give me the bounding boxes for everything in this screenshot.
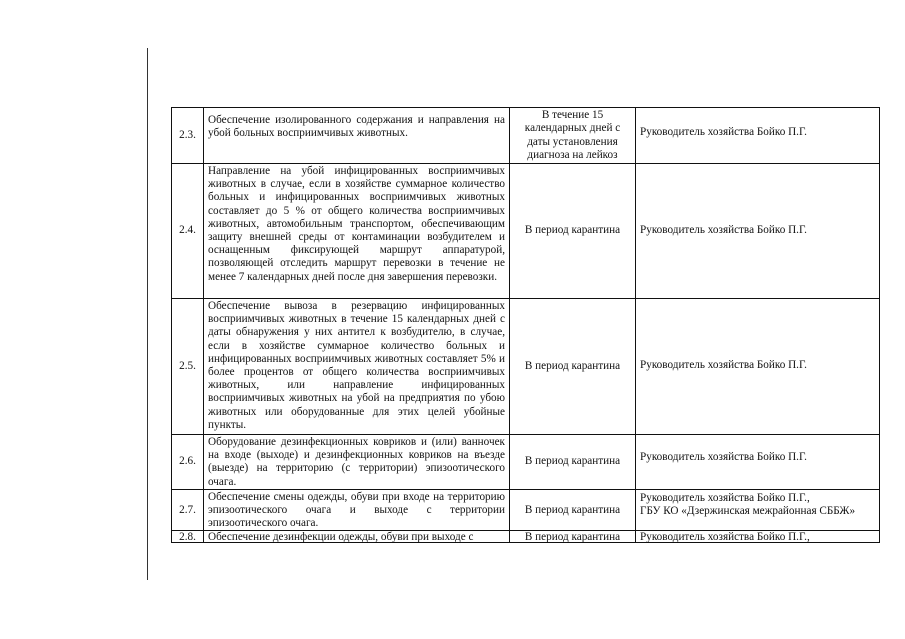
measure-text: Направление на убой инфицированных восприимчивых животных в случае, если в хозяйстве суммарное количество больных и инфицированных восприимчивых животных составляет до 5 % от общего количества восприимчивых животных, автомобильным транспортом, обеспечивающим защиту внешней среды от контаминации возбудителем и оснащенным фиксирующей маршрут аппаратурой, позволяющей отследить маршрут перевозки в течение не менее 7 календарных дней после дня завершения перевозки. xyxy=(204,164,510,299)
measure-term xyxy=(510,531,636,543)
row-number: 2.6. xyxy=(172,435,204,490)
page-margin-line xyxy=(147,48,148,580)
responsible-party xyxy=(636,164,880,299)
measure-text: Оборудование дезинфекционных ковриков и (или) ванночек на входе (выходе) и дезинфекционных ковриков на въезде (выезде) на территорию (с территории) эпизоотического очага. xyxy=(204,435,510,490)
row-number: 2.4. xyxy=(172,164,204,299)
row-number: 2.5. xyxy=(172,299,204,435)
responsible-line: Руководитель хозяйства Бойко П.Г. xyxy=(640,451,807,463)
responsible-party xyxy=(636,299,880,435)
measure-text: Обеспечение изолированного содержания и направления на убой больных восприимчивых животных. xyxy=(204,108,510,164)
row-number: 2.3. xyxy=(172,108,204,164)
measure-text xyxy=(204,531,510,543)
row-number: 2.7. xyxy=(172,489,204,531)
measure-term: В течение 15 календарных дней с даты установления диагноза на лейкоз xyxy=(510,108,636,164)
row-number xyxy=(172,531,204,543)
measure-text: Обеспечение вывоза в резервацию инфицированных восприимчивых животных в течение 15 календарных дней с даты обнаружения у них антител к возбудителю, в случае, если в хозяйстве суммарное количество больных и инфицированных восприимчивых животных составляет 5% и более процентов от общего количества восприимчивых животных, или направление инфицированных восприимчивых животных на убой на предприятия по убою животных или оборудованные для этих целей убойные пункты. xyxy=(204,299,510,435)
responsible-line: ГБУ КО «Дзержинская межрайонная СББЖ» xyxy=(640,505,856,518)
table-row xyxy=(172,531,880,543)
measures-table xyxy=(171,107,880,543)
responsible-line: Руководитель хозяйства Бойко П.Г., xyxy=(640,491,810,504)
responsible-party xyxy=(636,489,880,531)
table-row xyxy=(172,299,880,435)
measure-text: Обеспечение смены одежды, обуви при входе на территорию эпизоотического очага и выходе с территории эпизоотического очага. xyxy=(204,489,510,531)
responsible-party xyxy=(636,531,880,543)
table-row xyxy=(172,489,880,531)
responsible-line: Руководитель хозяйства Бойко П.Г. xyxy=(640,359,807,371)
responsible-line: Руководитель хозяйства Бойко П.Г. xyxy=(640,224,807,236)
responsible-line: Руководитель хозяйства Бойко П.Г. xyxy=(640,126,807,138)
measure-term: В период карантина xyxy=(510,299,636,435)
measure-term: В период карантина xyxy=(510,435,636,490)
measure-text-line: Обеспечение дезинфекции одежды, обуви при выходе с xyxy=(208,531,474,543)
measure-term: В период карантина xyxy=(510,489,636,531)
measure-term: В период карантина xyxy=(510,164,636,299)
responsible-line: Руководитель хозяйства Бойко П.Г., xyxy=(640,531,810,543)
responsible-party xyxy=(636,108,880,164)
measure-term-text: В период карантина xyxy=(524,531,621,543)
row-number-text: 2.8. xyxy=(179,531,196,543)
table-row xyxy=(172,108,880,164)
responsible-party xyxy=(636,435,880,490)
table-row xyxy=(172,164,880,299)
table-row xyxy=(172,435,880,490)
